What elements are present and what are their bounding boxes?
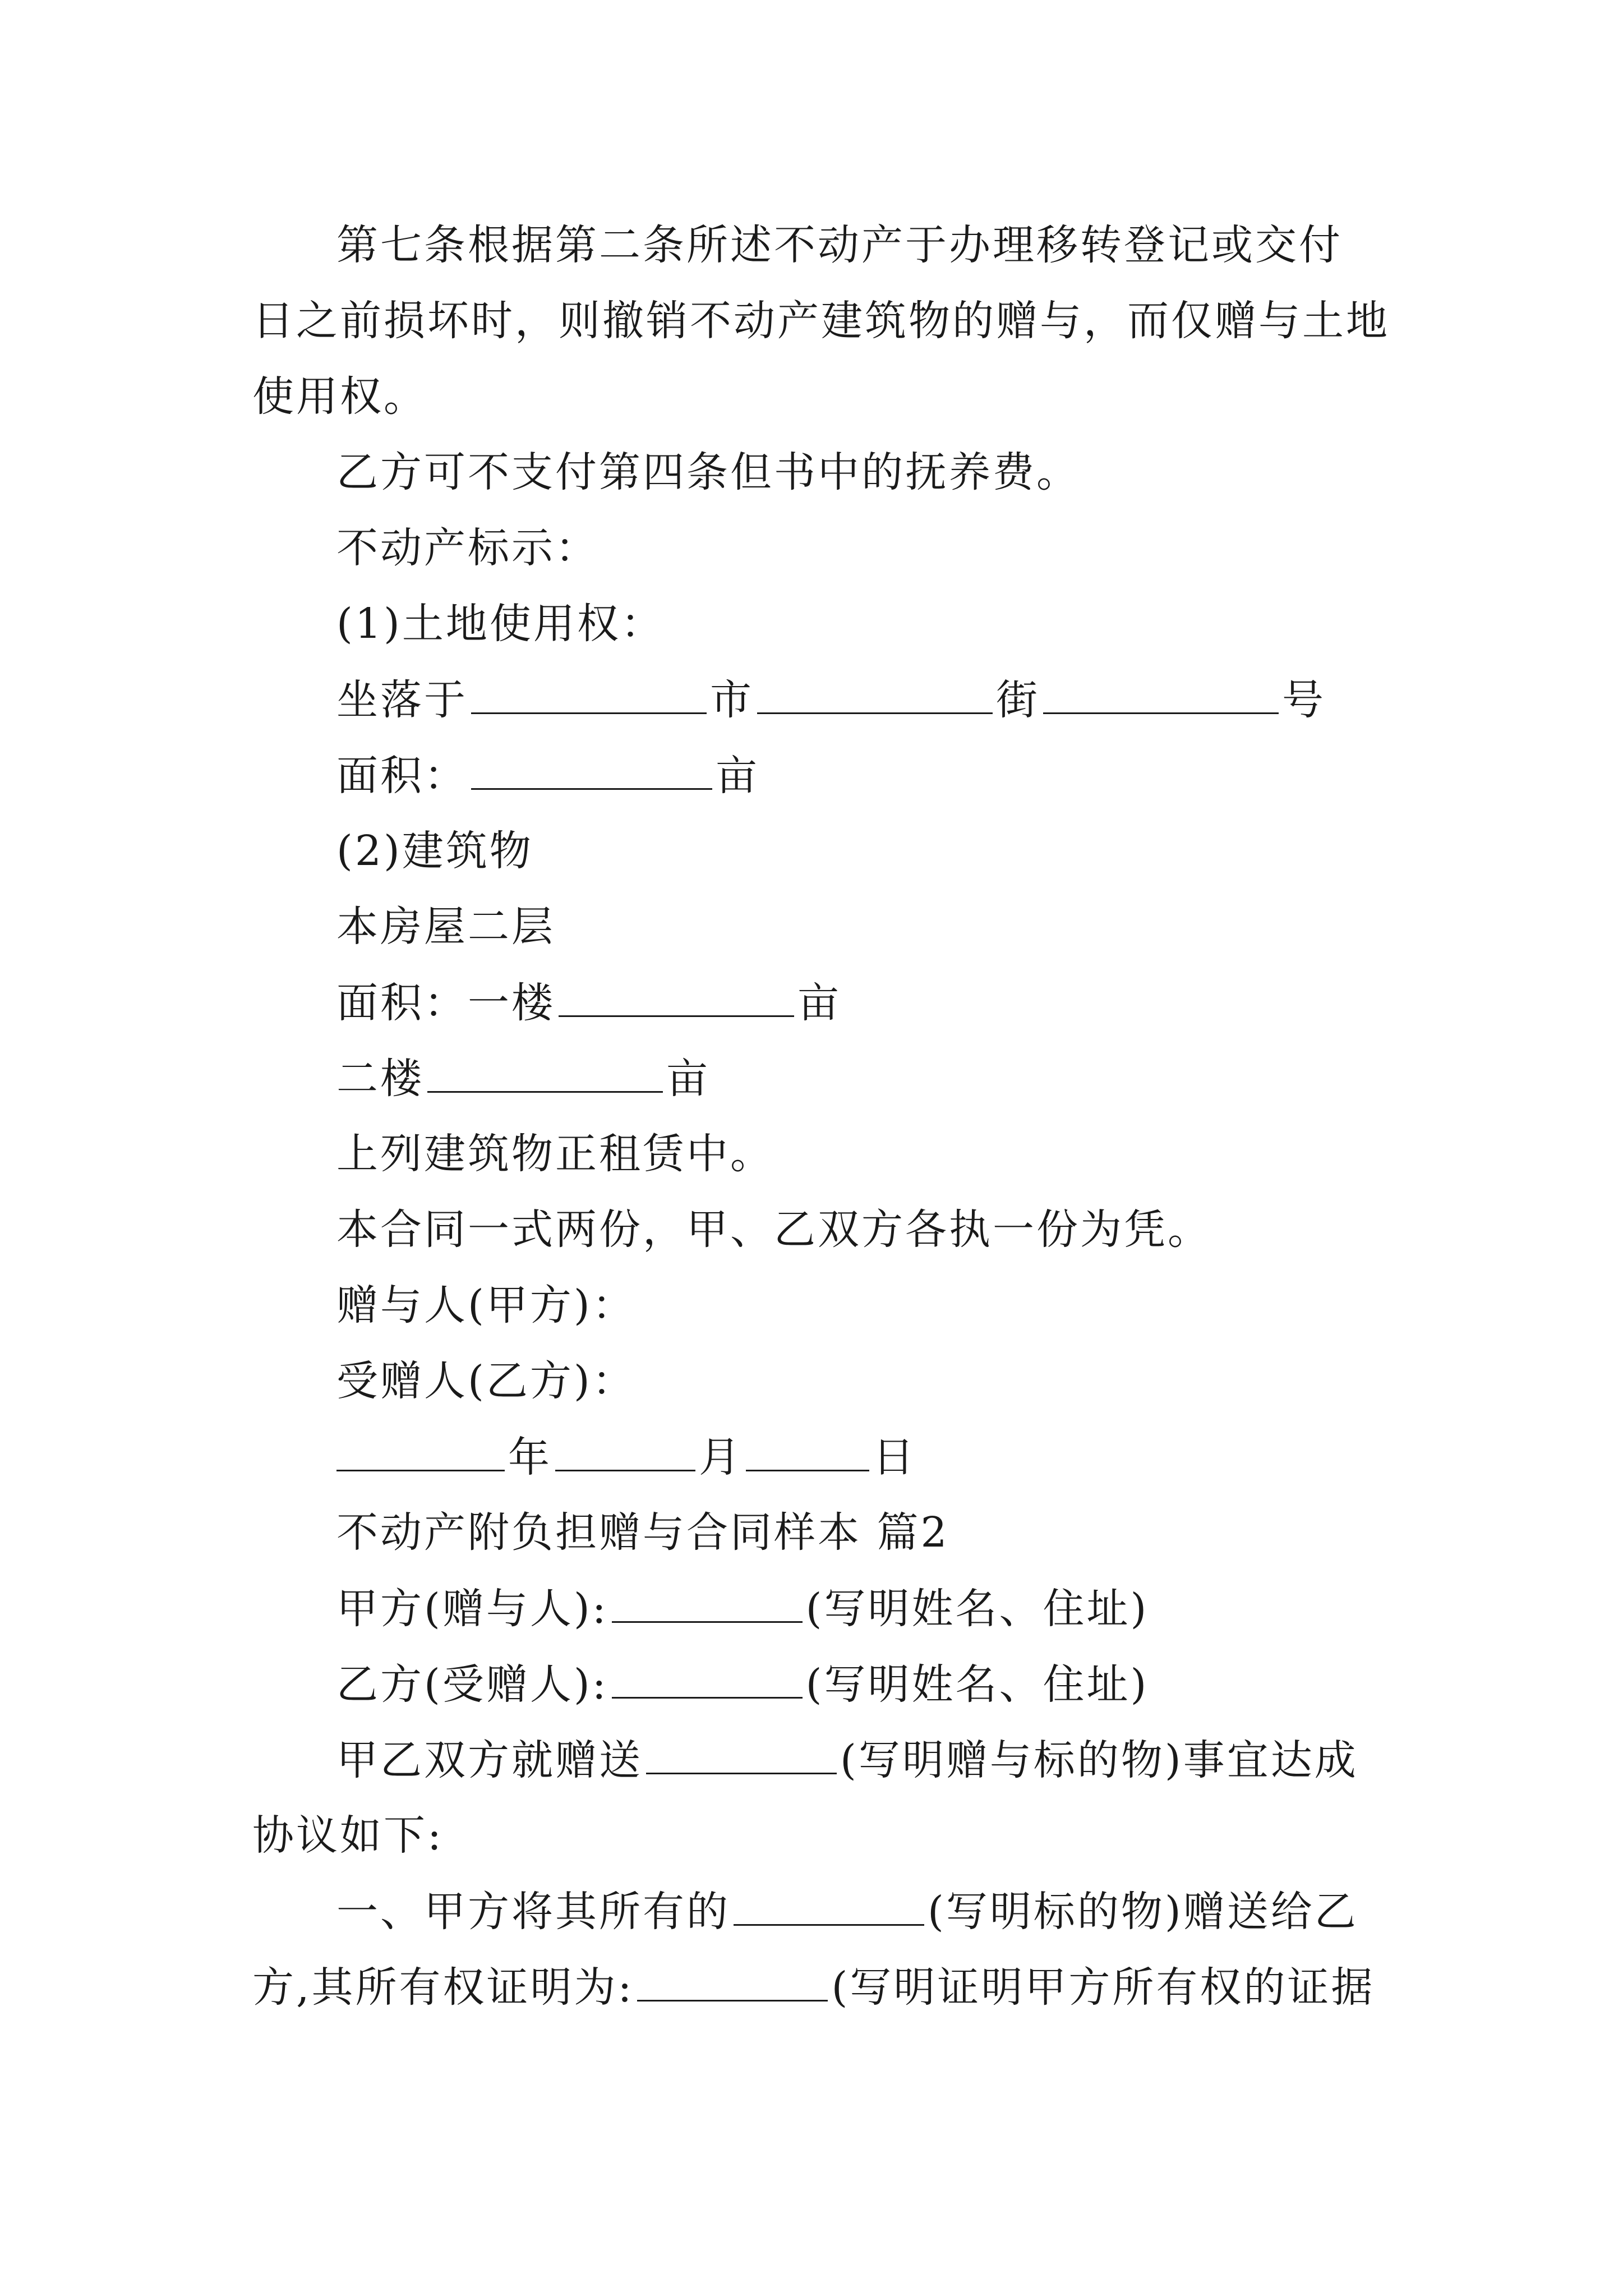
item-text: 一、甲方将其所有的 xyxy=(336,1888,730,1936)
fill-blank xyxy=(427,1057,663,1093)
unit-label: 亩 xyxy=(716,752,759,800)
paragraph-line: 乙方可不支付第四条但书中的抚养费。 xyxy=(336,448,1080,496)
day-label: 日 xyxy=(873,1433,916,1481)
unit-label: 亩 xyxy=(797,979,841,1027)
area-label: 面积： xyxy=(336,752,468,800)
party-label: 甲方(赠与人): xyxy=(336,1585,608,1633)
number-label: 号 xyxy=(1282,676,1326,724)
paragraph-line: 日之前损坏时，则撤销不动产建筑物的赠与，而仅赠与土地 xyxy=(252,297,1390,345)
agree-text: 甲乙双方就赠送 xyxy=(336,1736,643,1784)
area-line xyxy=(336,979,841,1027)
paragraph-line: 本合同一式两份，甲、乙双方各执一份为凭。 xyxy=(336,1205,1211,1254)
paragraph-line: 本房屋二层 xyxy=(336,903,555,951)
area-line xyxy=(336,1055,710,1103)
paragraph-line: (1)土地使用权： xyxy=(336,600,665,648)
paragraph-line xyxy=(336,1888,1358,1936)
fill-blank xyxy=(746,1436,869,1471)
party-note: (写明姓名、住址) xyxy=(805,1660,1149,1709)
signature-line: 受赠人(乙方)： xyxy=(336,1357,636,1405)
paragraph-line: 第七条根据第二条所述不动产于办理移转登记或交付 xyxy=(336,221,1343,269)
party-line xyxy=(336,1585,1149,1633)
date-line xyxy=(336,1433,916,1481)
fill-blank xyxy=(471,679,707,714)
fill-blank xyxy=(612,1663,803,1699)
fill-blank xyxy=(559,982,794,1017)
party-label: 乙方(受赠人): xyxy=(336,1660,608,1709)
month-label: 月 xyxy=(699,1433,743,1481)
fill-blank xyxy=(734,1890,924,1926)
party-line xyxy=(336,1660,1149,1709)
year-label: 年 xyxy=(508,1433,552,1481)
section-heading: 不动产附负担赠与合同样本 篇2 xyxy=(336,1508,949,1557)
signature-line: 赠与人(甲方)： xyxy=(336,1281,636,1329)
fill-blank xyxy=(471,754,712,790)
city-label: 市 xyxy=(710,676,754,724)
item-text: 方,其所有权证明为: xyxy=(252,1963,634,2012)
fill-blank xyxy=(612,1588,803,1623)
unit-label: 亩 xyxy=(666,1055,710,1103)
fill-blank xyxy=(336,1436,505,1471)
fill-blank xyxy=(637,1966,828,2001)
location-label: 坐落于 xyxy=(336,676,468,724)
street-label: 街 xyxy=(996,676,1040,724)
item-text: (写明标的物)赠送给乙 xyxy=(928,1888,1358,1936)
fill-blank xyxy=(555,1436,695,1471)
fill-blank xyxy=(646,1739,837,1774)
fill-blank xyxy=(1043,679,1279,714)
area-line xyxy=(336,752,759,800)
agree-text: (写明赠与标的物)事宜达成 xyxy=(840,1736,1358,1784)
area-label: 面积：一楼 xyxy=(336,979,555,1027)
paragraph-line: 上列建筑物正租赁中。 xyxy=(336,1130,774,1178)
location-line xyxy=(336,676,1326,724)
paragraph-line: 不动产标示： xyxy=(336,524,599,572)
paragraph-line: 协议如下: xyxy=(252,1811,444,1860)
paragraph-line: 使用权。 xyxy=(252,372,427,421)
party-note: (写明姓名、住址) xyxy=(805,1585,1149,1633)
paragraph-line xyxy=(336,1736,1358,1784)
item-text: (写明证明甲方所有权的证据 xyxy=(831,1963,1375,2012)
paragraph-line: (2)建筑物 xyxy=(336,827,533,875)
paragraph-line xyxy=(252,1963,1375,2012)
fill-blank xyxy=(757,679,993,714)
floor-label: 二楼 xyxy=(336,1055,424,1103)
